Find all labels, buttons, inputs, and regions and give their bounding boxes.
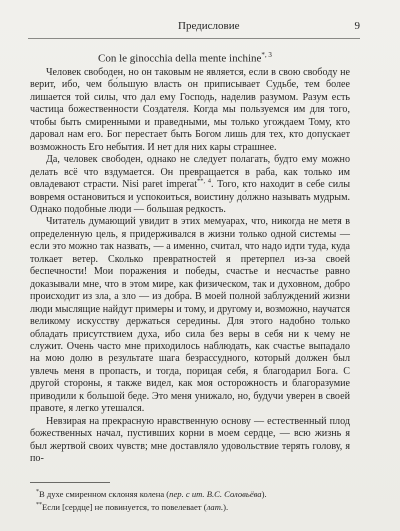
running-header <box>28 20 360 36</box>
footnote-mark: **, 4 <box>197 177 212 185</box>
paragraph-text: Человек свободен, но он таковым не является, если в свою свободу не верит, ибо, чем бо́льшую власть он приписывает Судьбе, тем более лишается той силы, что дал ему Господь, наделив разумом. Разум есть частица божественности Создателя. Когда мы пользуемся им для того, чтобы быть смиренными и праведными, мы только угождаем Тому, кто даровал нам его. Бог перестает быть Богом лишь для тех, кто допускает возможность Его небытия. И нет для них кары страшнее. <box>30 67 350 153</box>
epigraph <box>98 51 272 65</box>
header-rule <box>28 38 360 39</box>
footnote <box>36 487 351 500</box>
footnotes <box>36 487 351 513</box>
epigraph-footnote-mark: *, 3 <box>261 51 272 59</box>
footnote-italic: пер. с ит. В.С. Соловьёва <box>169 488 262 499</box>
page-number: 9 <box>354 20 360 32</box>
paragraph-text: Читатель думающий увидит в этих мемуарах, что, никогда не метя в определенную цель, я придерживался в жизни только одной системы — если это можно так назвать, — а именно, считал, что надо идти туда, куда толкает ветер. Сколько превратностей я претерпел из-за своей беспечности! Мои поражения и победы, счастье и несчастье равно доказывали мне, что в этом мире, как физическом, так и духовном, добро происходит из зла, а зло — из добра. В моей полной заблуждений жизни люди мыслящие найдут примеры и тому, и другому и, возможно, научатся великому искусству держаться середины. Для этого надобно только обладать присутствием духа, ибо сила без веры в себя ни к чему не служит. Очень часто мне приходилось наблюдать, как счастье выпадало на мою долю в результате шага безрассудного, который должен был увлечь меня в пропасть, и тогда, порицая себя, я благодарил Бога. С другой стороны, я также видел, как моя осторожность и благоразумие приводили к большой беде. Это меня унижало, но, будучи уверен в своей правоте, я легко утешался. <box>30 216 350 415</box>
footnote-rule <box>30 482 110 483</box>
paragraph-text: Невзирая на прекрасную нравственную основу — естественный плод божественных начал, пустивших корни в моем сердце, — всю жизнь я был жертвой своих чувств; мне доставляло удовольствие терять голову, я по- <box>30 415 350 465</box>
paragraph-text: Да, человек свободен, однако не следует полагать, будто ему можно делать всё что вздумается. Он превращается в раба, как только им овладевают страсти. Nisi paret imperat <box>30 154 350 191</box>
epigraph-text: Con le ginocchia della mente inchine <box>98 52 262 65</box>
footnote-text: Если [сердце] не повинуется, то повелевает ( <box>42 501 207 512</box>
paragraph <box>30 154 350 216</box>
footnote-marker: ** <box>36 501 42 508</box>
chapter-title: Предисловие <box>178 20 240 32</box>
footnote-end: ). <box>223 501 229 512</box>
footnote <box>36 500 351 513</box>
footnote-end: ). <box>261 488 267 499</box>
footnote-marker: * <box>36 489 39 495</box>
paragraph <box>30 416 350 466</box>
footnote-text: В духе смиренном склоняя колена ( <box>39 488 170 499</box>
footnote-italic: лат. <box>206 501 224 512</box>
body-text <box>30 67 350 466</box>
paragraph-text: . Того, кто находит в себе силы вовремя остановиться и успокоиться, воистину до́лжно называть мудрым. Однако подобные люди — большая редкость. <box>30 179 351 215</box>
paragraph <box>30 216 350 415</box>
paragraph <box>30 67 350 154</box>
